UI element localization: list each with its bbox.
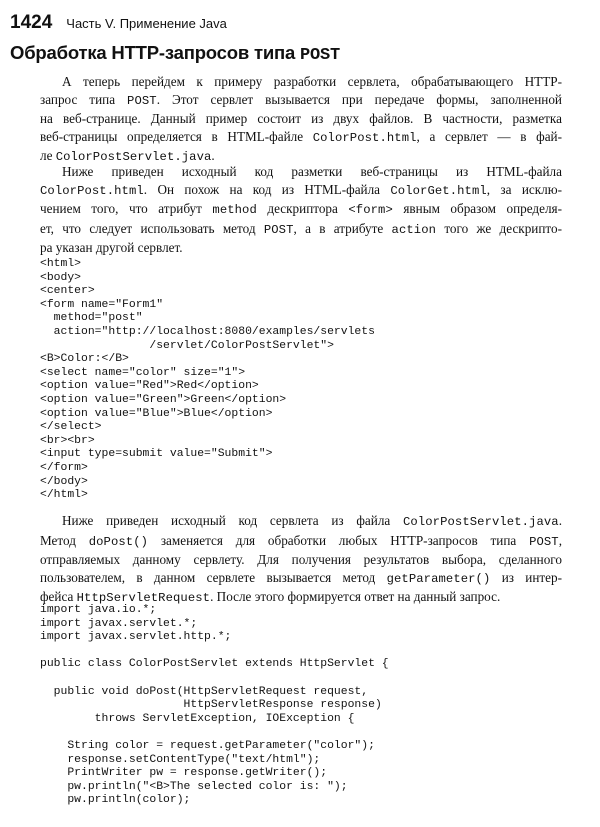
html-code-listing: <html> <body> <center> <form name="Form1" method="post" action="http://localhost:8080/examples/servlets /servlet/ColorPostServlet"> <B>Color:</B> <select name="color" size="1"> <option value="Red">Red</option> <option value="Green">Green</option> <option value="Blue">Blue</option> </select> <br><br> <input type=submit value="Submit"> </form> </body> </html> <box>40 258 375 502</box>
text-line: Ниже приведен исходный код сервлета из файла ColorPostServlet.java. <box>62 513 562 529</box>
text-line: ColorPost.html. Он похож на код из HTML-файла ColorGet.html, за исклю- <box>40 181 562 198</box>
paragraph-intro <box>40 73 562 167</box>
text-line: на веб-странице. Данный пример состоит из двух файлов. В частности, разметка <box>40 111 562 127</box>
java-code-listing: import java.io.*; import javax.servlet.*; import javax.servlet.http.*; public class ColorPostServlet extends HttpServlet { public void doPost(HttpServletRequest request, HttpServletResponse response) throws ServletException, IOException { String color = request.getParameter("color"); response.setContentType("text/html"); PrintWriter pw = response.getWriter(); pw.println("<B>The selected color is: "); pw.println(color); <box>40 604 389 807</box>
text-line: чением того, что атрибут method дескриптора <form> явным образом определя- <box>40 201 562 218</box>
page-number: 1424 <box>10 12 53 33</box>
text-line: ет, что следует использовать метод POST, а в атрибуте action того же дескрипто- <box>40 220 562 237</box>
section-title-text: Обработка HTTP-запросов типа <box>10 42 300 63</box>
paragraph-html-intro <box>40 163 562 257</box>
text-line: отправляемых данному сервлету. Для получения результатов выбора, сделанного <box>40 552 562 568</box>
text-line: пользователем, в данном сервлете вызывается метод getParameter() из интер- <box>40 569 563 586</box>
paragraph-servlet-intro <box>40 512 562 608</box>
text-line: ле ColorPostServlet.java. <box>40 148 215 165</box>
text-line: А теперь перейдем к примеру разработки сервлета, обрабатывающего HTTP- <box>62 74 562 89</box>
section-title <box>10 42 340 65</box>
text-line: ра указан другой сервлет. <box>40 240 183 256</box>
text-line: веб-страницы определяется в HTML-файле ColorPost.html, а сервлет — в фай- <box>40 128 562 145</box>
part-title: Часть V. Применение Java <box>66 16 227 31</box>
text-line: Ниже приведен исходный код разметки веб-страницы из HTML-файла <box>62 164 562 179</box>
text-line: Метод doPost() заменяется для обработки любых HTTP-запросов типа POST, <box>40 532 563 549</box>
text-line: фейса HttpServletRequest. После этого формируется ответ на данный запрос. <box>40 589 501 606</box>
running-head <box>10 12 570 36</box>
section-title-code: POST <box>300 46 341 65</box>
text-line: запрос типа POST. Этот сервлет вызывается при передаче формы, заполненной <box>40 91 562 108</box>
